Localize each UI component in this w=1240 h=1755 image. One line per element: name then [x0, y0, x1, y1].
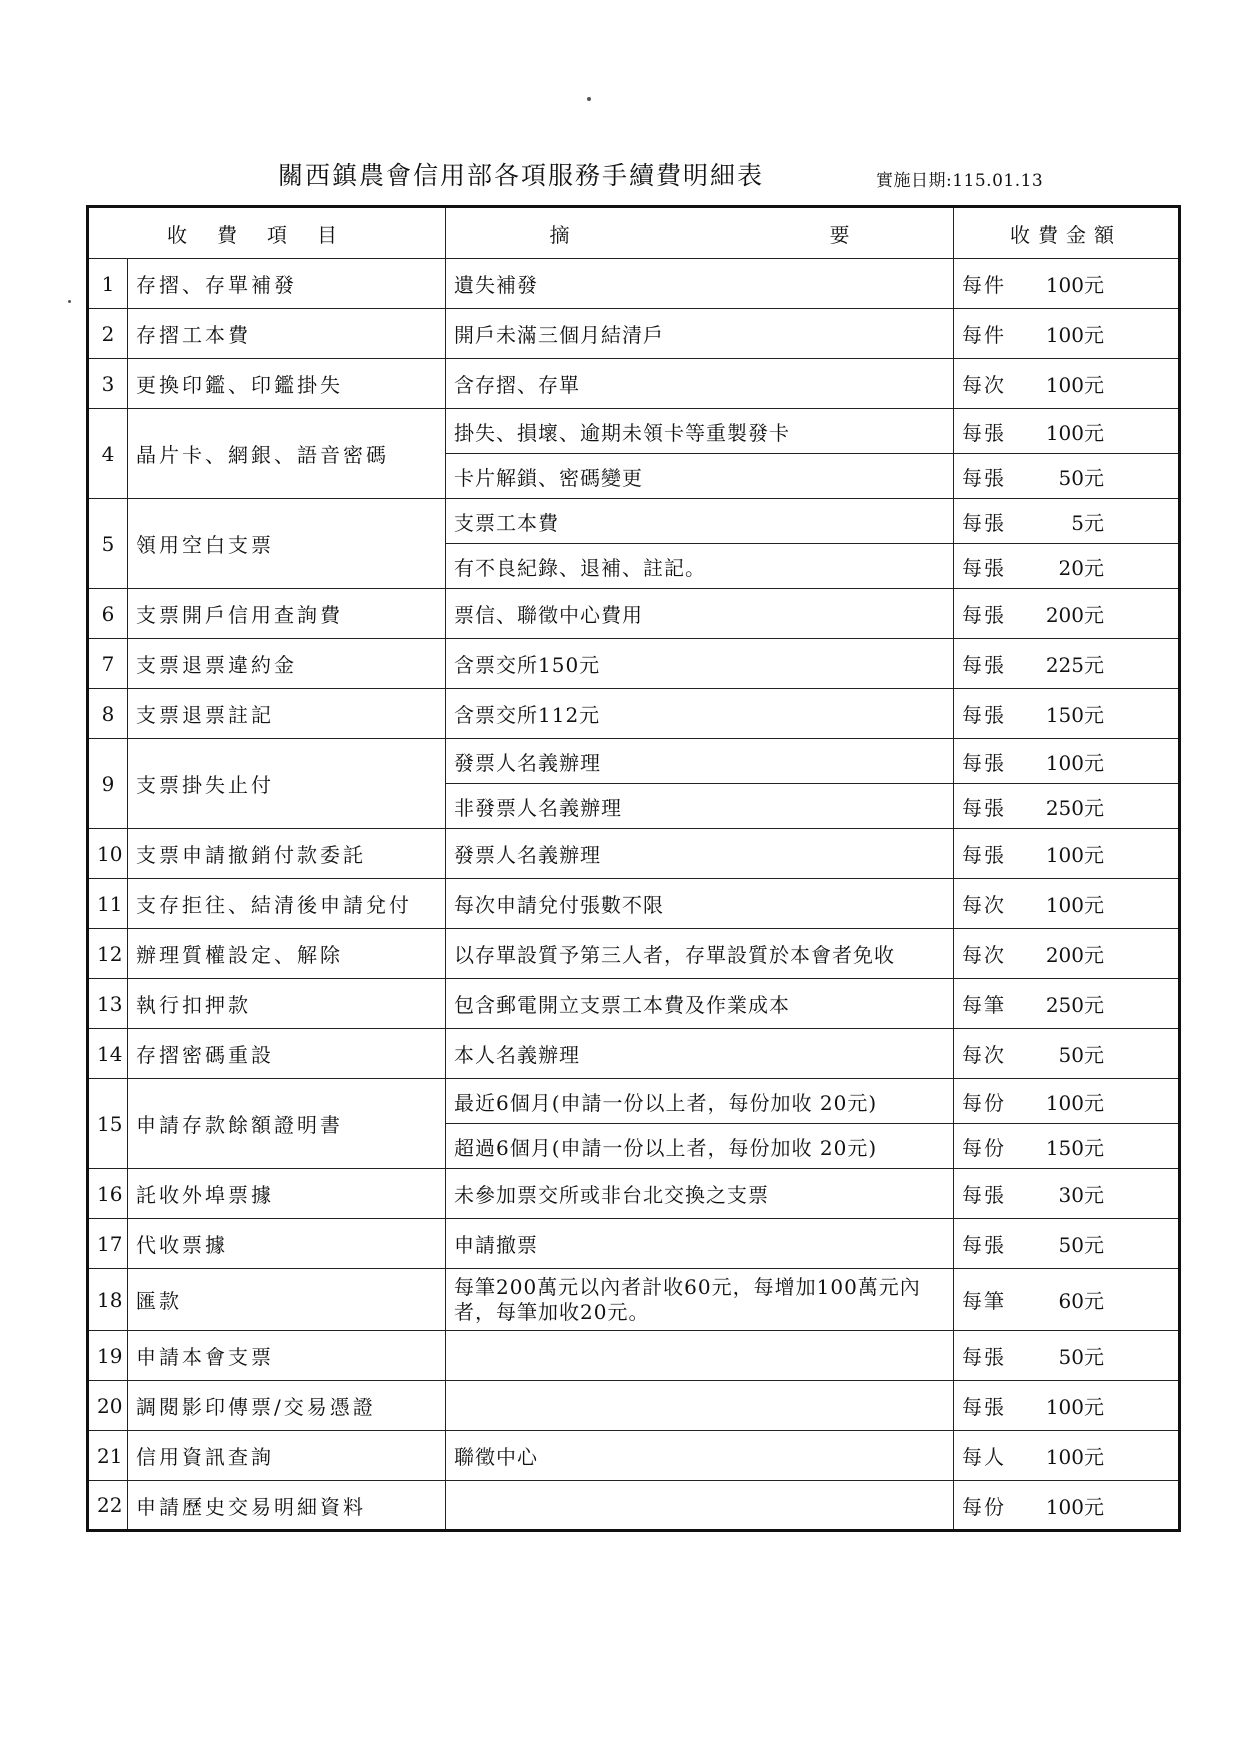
row-number: 1	[88, 259, 128, 309]
fee-item: 支票退票違約金	[128, 639, 446, 689]
table-header-row	[88, 207, 1180, 259]
fee-description	[446, 1481, 954, 1531]
amount-unit: 每份	[962, 1090, 1006, 1115]
row-number: 14	[88, 1029, 128, 1079]
fee-item: 申請本會支票	[128, 1331, 446, 1381]
row-number: 12	[88, 929, 128, 979]
amount-value: 60元	[1058, 1289, 1104, 1313]
amount-unit: 每份	[962, 1494, 1006, 1519]
amount-value: 200元	[1045, 943, 1104, 967]
row-number: 21	[88, 1431, 128, 1481]
amount-value: 150元	[1045, 1135, 1104, 1160]
row-number: 3	[88, 359, 128, 409]
amount-cell	[954, 309, 1180, 359]
amount-cell	[954, 454, 1180, 499]
table-row	[88, 739, 1180, 784]
fee-item: 領用空白支票	[128, 499, 446, 589]
fee-item: 辦理質權設定、解除	[128, 929, 446, 979]
amount-unit: 每人	[962, 1445, 1006, 1469]
header-description	[446, 207, 954, 259]
amount-cell	[954, 544, 1180, 589]
scan-speck	[68, 300, 71, 303]
fee-item: 支票退票註記	[128, 689, 446, 739]
amount-unit: 每份	[962, 1135, 1006, 1160]
amount-unit: 每張	[962, 653, 1006, 677]
amount-unit: 每張	[962, 843, 1006, 867]
amount-unit: 每張	[962, 703, 1006, 727]
table-row	[88, 259, 1180, 309]
amount-unit: 每張	[962, 1183, 1006, 1207]
table-row	[88, 1269, 1180, 1331]
amount-cell	[954, 589, 1180, 639]
amount-value: 225元	[1045, 653, 1104, 677]
amount-cell	[954, 1269, 1180, 1331]
amount-value: 100元	[1045, 893, 1104, 917]
fee-item: 更換印鑑、印鑑掛失	[128, 359, 446, 409]
amount-value: 100元	[1045, 420, 1104, 445]
amount-cell	[954, 1431, 1180, 1481]
fee-item: 支票申請撤銷付款委託	[128, 829, 446, 879]
document-title: 關西鎮農會信用部各項服務手續費明細表	[278, 161, 765, 190]
fee-item: 晶片卡、網銀、語音密碼	[128, 409, 446, 499]
row-number: 19	[88, 1331, 128, 1381]
header-item: 收費項目	[88, 207, 446, 259]
amount-unit: 每張	[962, 1345, 1006, 1369]
effective-date: 實施日期:115.01.13	[876, 171, 1044, 191]
fee-item: 匯款	[128, 1269, 446, 1331]
amount-value: 100元	[1045, 750, 1104, 775]
table-row	[88, 1219, 1180, 1269]
amount-cell	[954, 1029, 1180, 1079]
table-row	[88, 409, 1180, 454]
fee-description	[446, 1331, 954, 1381]
amount-value: 100元	[1045, 273, 1104, 297]
amount-unit: 每張	[962, 1395, 1006, 1419]
fee-description	[446, 1381, 954, 1431]
amount-cell	[954, 829, 1180, 879]
amount-cell	[954, 929, 1180, 979]
fee-item: 存摺密碼重設	[128, 1029, 446, 1079]
row-number: 13	[88, 979, 128, 1029]
amount-unit: 每筆	[962, 993, 1006, 1017]
fee-table-body	[88, 259, 1180, 1531]
amount-unit: 每張	[962, 750, 1006, 775]
row-number: 18	[88, 1269, 128, 1331]
amount-value: 150元	[1045, 703, 1104, 727]
amount-unit: 每筆	[962, 1289, 1006, 1313]
header-amount: 收費金額	[954, 207, 1180, 259]
amount-unit: 每張	[962, 603, 1006, 627]
row-number: 9	[88, 739, 128, 829]
row-number: 8	[88, 689, 128, 739]
amount-cell	[954, 1331, 1180, 1381]
amount-value: 50元	[1058, 1345, 1104, 1369]
fee-item: 支票開戶信用查詢費	[128, 589, 446, 639]
fee-description: 票信、聯徵中心費用	[446, 589, 954, 639]
fee-description: 最近6個月(申請一份以上者，每份加收 20元)	[446, 1079, 954, 1124]
table-row	[88, 589, 1180, 639]
amount-value: 5元	[1071, 510, 1104, 535]
amount-unit: 每次	[962, 373, 1006, 397]
amount-cell	[954, 1481, 1180, 1531]
row-number: 2	[88, 309, 128, 359]
amount-cell	[954, 1219, 1180, 1269]
fee-item: 執行扣押款	[128, 979, 446, 1029]
table-row	[88, 1481, 1180, 1531]
amount-cell	[954, 639, 1180, 689]
fee-description: 開戶未滿三個月結清戶	[446, 309, 954, 359]
row-number: 5	[88, 499, 128, 589]
fee-description: 每筆200萬元以內者計收60元，每增加100萬元內者，每筆加收20元。	[446, 1269, 954, 1331]
row-number: 16	[88, 1169, 128, 1219]
fee-item: 存摺工本費	[128, 309, 446, 359]
fee-description: 超過6個月(申請一份以上者，每份加收 20元)	[446, 1124, 954, 1169]
row-number: 11	[88, 879, 128, 929]
fee-description: 含存摺、存單	[446, 359, 954, 409]
amount-value: 100元	[1045, 843, 1104, 867]
amount-cell	[954, 1124, 1180, 1169]
amount-cell	[954, 499, 1180, 544]
fee-description: 未參加票交所或非台北交換之支票	[446, 1169, 954, 1219]
amount-value: 100元	[1045, 1445, 1104, 1469]
fee-description: 含票交所150元	[446, 639, 954, 689]
amount-cell	[954, 409, 1180, 454]
fee-description: 含票交所112元	[446, 689, 954, 739]
amount-unit: 每張	[962, 1233, 1006, 1257]
fee-item: 代收票據	[128, 1219, 446, 1269]
fee-description: 以存單設質予第三人者，存單設質於本會者免收	[446, 929, 954, 979]
fee-item: 申請存款餘額證明書	[128, 1079, 446, 1169]
table-row	[88, 1169, 1180, 1219]
amount-unit: 每張	[962, 510, 1006, 535]
table-row	[88, 879, 1180, 929]
amount-cell	[954, 784, 1180, 829]
amount-unit: 每張	[962, 555, 1006, 580]
fee-item: 信用資訊查詢	[128, 1431, 446, 1481]
table-row	[88, 309, 1180, 359]
header-desc-char-a: 摘	[549, 222, 570, 247]
fee-item: 調閱影印傳票/交易憑證	[128, 1381, 446, 1431]
amount-value: 20元	[1058, 555, 1104, 580]
fee-description: 遺失補發	[446, 259, 954, 309]
fee-description: 卡片解鎖、密碼變更	[446, 454, 954, 499]
table-row	[88, 1431, 1180, 1481]
amount-value: 100元	[1045, 1494, 1104, 1519]
amount-value: 100元	[1045, 323, 1104, 347]
fee-description: 發票人名義辦理	[446, 829, 954, 879]
table-row	[88, 689, 1180, 739]
table-row	[88, 829, 1180, 879]
row-number: 22	[88, 1481, 128, 1531]
fee-item: 支存拒往、結清後申請兌付	[128, 879, 446, 929]
header-desc-char-b: 要	[829, 222, 850, 247]
table-row	[88, 359, 1180, 409]
fee-description: 申請撤票	[446, 1219, 954, 1269]
amount-unit: 每件	[962, 273, 1006, 297]
amount-cell	[954, 979, 1180, 1029]
amount-cell	[954, 739, 1180, 784]
fee-description: 聯徵中心	[446, 1431, 954, 1481]
row-number: 20	[88, 1381, 128, 1431]
amount-value: 100元	[1045, 1090, 1104, 1115]
amount-unit: 每張	[962, 795, 1006, 820]
table-row	[88, 639, 1180, 689]
amount-value: 100元	[1045, 1395, 1104, 1419]
title-row	[0, 156, 1240, 196]
fee-description: 發票人名義辦理	[446, 739, 954, 784]
row-number: 7	[88, 639, 128, 689]
amount-value: 250元	[1045, 795, 1104, 820]
fee-description: 支票工本費	[446, 499, 954, 544]
amount-cell	[954, 879, 1180, 929]
amount-unit: 每張	[962, 420, 1006, 445]
table-row	[88, 1381, 1180, 1431]
amount-cell	[954, 259, 1180, 309]
row-number: 6	[88, 589, 128, 639]
table-row	[88, 499, 1180, 544]
amount-cell	[954, 359, 1180, 409]
fee-description: 非發票人名義辦理	[446, 784, 954, 829]
row-number: 15	[88, 1079, 128, 1169]
amount-value: 200元	[1045, 603, 1104, 627]
row-number: 4	[88, 409, 128, 499]
fee-item: 託收外埠票據	[128, 1169, 446, 1219]
amount-value: 50元	[1058, 465, 1104, 490]
scan-speck	[587, 97, 591, 101]
amount-value: 50元	[1058, 1043, 1104, 1067]
amount-unit: 每張	[962, 465, 1006, 490]
amount-cell	[954, 1169, 1180, 1219]
amount-value: 100元	[1045, 373, 1104, 397]
fee-description: 掛失、損壞、逾期未領卡等重製發卡	[446, 409, 954, 454]
fee-description: 有不良紀錄、退補、註記。	[446, 544, 954, 589]
table-row	[88, 1079, 1180, 1124]
row-number: 17	[88, 1219, 128, 1269]
fee-item: 申請歷史交易明細資料	[128, 1481, 446, 1531]
table-row	[88, 929, 1180, 979]
amount-value: 50元	[1058, 1233, 1104, 1257]
row-number: 10	[88, 829, 128, 879]
fee-description: 每次申請兌付張數不限	[446, 879, 954, 929]
fee-item: 存摺、存單補發	[128, 259, 446, 309]
table-row	[88, 1331, 1180, 1381]
amount-unit: 每次	[962, 943, 1006, 967]
fee-description: 包含郵電開立支票工本費及作業成本	[446, 979, 954, 1029]
amount-value: 250元	[1045, 993, 1104, 1017]
amount-cell	[954, 689, 1180, 739]
table-row	[88, 1029, 1180, 1079]
fee-description: 本人名義辦理	[446, 1029, 954, 1079]
amount-unit: 每次	[962, 893, 1006, 917]
amount-cell	[954, 1381, 1180, 1431]
table-row	[88, 979, 1180, 1029]
amount-unit: 每次	[962, 1043, 1006, 1067]
fee-item: 支票掛失止付	[128, 739, 446, 829]
fee-table	[86, 205, 1181, 1532]
amount-unit: 每件	[962, 323, 1006, 347]
amount-value: 30元	[1058, 1183, 1104, 1207]
amount-cell	[954, 1079, 1180, 1124]
